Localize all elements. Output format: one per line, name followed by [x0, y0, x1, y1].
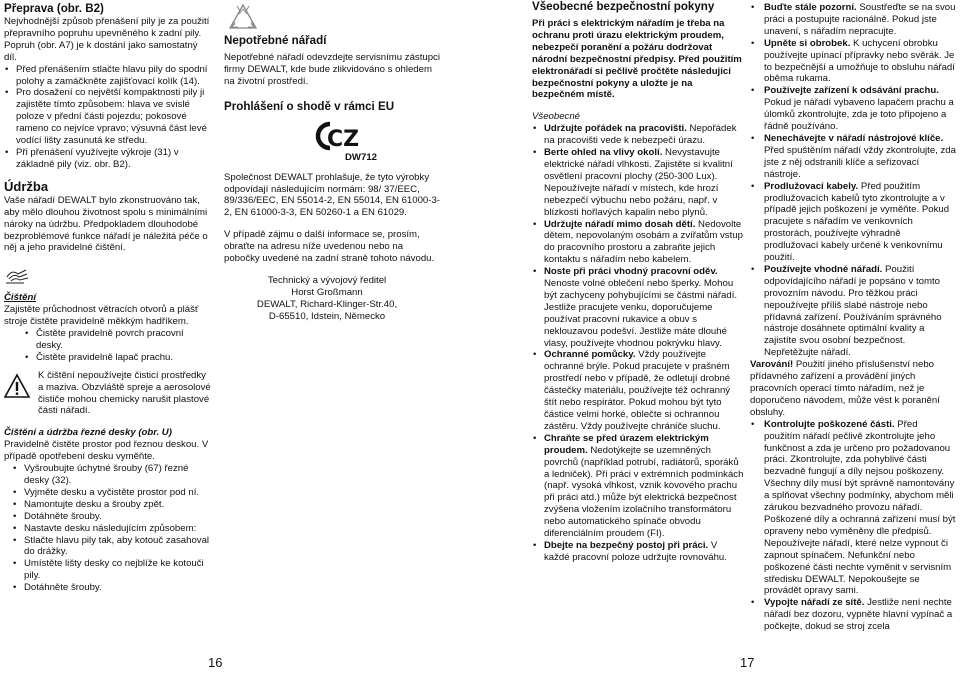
left-column-2 [224, 2, 440, 323]
list-item: • Kontrolujte poškozené části. Před použitím nářadí pečlivě zkontrolujte jeho funkčnost a zda je určeno pro požadovanou práci. Zkontrolujte, zda pohyblivé části bezvadně fungují a díly nejsou poškozeny. Všechny díly musí být správně namontovány a splňovat všechny podmínky, abychom měli zárukou bezvadného provozu nářadí. Poškozené díly a ochranná zařízení musí být opraveny nebo vyměněny dle předpisů. Nepoužívejte nářadí, které nelze vypnout či zapnout spínačem. Nefunkční nebo poškozené části nechte vyměnit v servisním středisku DEWALT. Nepokoušejte se provádět opravy sami. [750, 419, 956, 598]
address-line: Horst Großmann [291, 286, 363, 298]
page-number-right: 17 [740, 655, 755, 670]
declaration-text: Společnost DEWALT prohlašuje, že tyto výrobky odpovídají následujícím normám: 98/ 37/EEC, 89/336/EEC, EN 55014-2, EN 55014, EN 61000-3-2, EN 61000-3-3, EN 50260-1 a EN 61029. [224, 171, 440, 219]
address-line: DEWALT, Richard-Klinger-Str.40, [256, 298, 398, 310]
left-column-1 [4, 2, 211, 594]
table-cleaning-title: Čištění a údržba řezné desky (obr. U) [4, 427, 172, 439]
list-item: • Udržujte pořádek na pracovišti. Nepořádek na pracovišti vede k nebezpečí úrazu. [532, 123, 745, 147]
list-item: • Upněte si obrobek. K uchycení obrobku používejte upínací přípravky nebo svěrák. Je to bezpečnější a umožňuje to obsluhu nářadí oběma rukama. [750, 38, 956, 86]
transport-list [4, 64, 211, 171]
list-item: Varování! Použití jiného příslušenství nebo přídavného zařízení a provádění jiných pracovních operací tímto nářadím, než je doporučeno návodem, může vést k poranění obsluhy. [750, 359, 940, 418]
cleaning-title: Čištění [4, 292, 36, 304]
list-item: • Nastavte desku následujícím způsobem: [12, 523, 211, 535]
safety-title: Všeobecné bezpečnostní pokyny [532, 0, 715, 13]
general-safety-list-continued [750, 2, 956, 633]
list-item: • Používejte vhodné nářadí. Použití odpovídajícího nářadí je popsáno v tomto provozním návodu. Pro těžkou práci nepoužívejte příliš slabé nástroje nebo přídavná zařízení. Používáním správného nástroje dosáhnete optimální kvality a zajistíte svou osobní bezpečnost. Nepřetěžujte nářadí. [750, 264, 956, 359]
list-item: • Čistěte pravidelně lapač prachu. [24, 352, 211, 364]
cleaning-icon [4, 264, 30, 286]
warning-icon [4, 374, 30, 398]
list-item: • Při přenášení využívejte výkroje (31) v základně pily (viz. obr. B2). [4, 147, 211, 171]
model-number: DW712 [345, 151, 377, 163]
list-item: • Berte ohled na vlivy okolí. Nevystavujte elektrické nářadí vlhkosti. Zajistěte si kvalitní osvětlení pracovní plochy (250-300 Lux). Nepoužívejte nářadí v místech, kde hrozí nebezpečí výbuchu nebo požáru, např. v blízkosti hořlavých kapalin nebo plynů. [532, 147, 745, 218]
list-item: • Dotáhněte šrouby. [12, 582, 211, 594]
list-item: • Noste při práci vhodný pracovní oděv. Nenoste volné oblečení nebo šperky. Mohou být zachyceny pohybujícími se částmi nářadí. Jestliže pracujete venku, doporučujeme používat pracovní rukavice a obuv s neklouzavou podešví. Jestliže máte dlouhé vlasy, používejte vhodnou pokrývku hlavy. [532, 266, 745, 349]
cz-conformity-logo [224, 120, 440, 164]
table-cleaning-text: Pravidelně čistěte prostor pod řeznou deskou. V případě opotřebení desku vyměňte. [4, 439, 209, 463]
list-item: • Používejte zařízení k odsávání prachu. Pokud je nářadí vybaveno lapačem prachu a úlomků zkontrolujte, zda je toto připojeno a řádně používáno. [750, 85, 956, 133]
list-item: • Vyšroubujte úchytné šrouby (67) řezné desky (32). [12, 463, 211, 487]
list-item: • Pro dosažení co největší kompaktnosti pily ji zajistěte tímto způsobem: hlava ve svislé poloze v přední části pojezdu; pokosové rameno co nejvíce vpravo; výsuvná část levé vodící lišty zasunutá ke středu. [4, 87, 211, 147]
right-column-2 [750, 2, 956, 633]
list-item: • Dotáhněte šrouby. [12, 511, 211, 523]
declaration-title: Prohlášení o shodě v rámci EU [224, 99, 395, 113]
right-column-1 [532, 2, 745, 564]
address-line: Technický a vývojový ředitel [267, 274, 387, 286]
table-cleaning-list [12, 463, 211, 594]
list-item: • Stlačte hlavu pily tak, aby kotouč zasahoval do drážky. [12, 535, 211, 559]
transport-title: Přeprava (obr. B2) [4, 2, 104, 15]
list-item: • Dbejte na bezpečný postoj při práci. V každé pracovní poloze udržujte rovnováhu. [532, 540, 745, 564]
maintenance-title: Údržba [4, 178, 49, 194]
safety-intro: Při práci s elektrickým nářadím je třeba na ochranu proti úrazu elektrickým proudem, nebezpečí poranění a požáru dodržovat národní bezpečnostní předpisy. Před použitím elektronářadí si pečlivě pročtěte následující bezpečnostní pokyny a uložte je na bezpečném místě. [532, 18, 742, 101]
maintenance-text: Vaše nářadí DEWALT bylo zkonstruováno tak, aby mělo dlouhou životnost spolu s minimálními nároky na údržbu. Předpokladem dlouhodobé bezproblémové funkce nářadí je náležitá péče o něj a jeho pravidelné čištění. [4, 194, 208, 254]
list-item: • Vypojte nářadí ze sítě. Jestliže není nechte nářadí bez dozoru, vypněte hlavní vypínač a počkejte, dokud se stroj zcela [750, 597, 956, 633]
unwanted-tools-text: Nepotřebné nářadí odevzdejte servisnímu zástupci firmy DEWALT, kde bude zlikvidováno s ohledem na životní prostředí. [224, 52, 440, 87]
cleaning-list [24, 328, 211, 364]
cz-logo-text: CZ [327, 126, 360, 152]
list-item: • Umístěte lišty desky co nejblíže ke kotouči pily. [12, 558, 211, 582]
warning-text: K čištění nepoužívejte čisticí prostředky a maziva. Obzvláště spreje a aerosolové čističe mohou chemicky narušit plastové části nářadí. [38, 369, 211, 417]
address-block [224, 275, 440, 323]
general-safety-list [532, 123, 745, 564]
page-number-left: 16 [208, 655, 223, 670]
list-item: • Vyjměte desku a vyčistěte prostor pod ní. [12, 487, 211, 499]
general-subtitle: Všeobecné [532, 111, 581, 123]
address-line: D-65510, Idstein, Německo [268, 310, 386, 322]
unwanted-tools-title: Nepotřebné nářadí [224, 34, 327, 47]
contact-text: V případě zájmu o další informace se, prosím, obraťte na adresu níže uvedenou nebo na pobočky uvedené na zadní straně tohoto návodu. [224, 229, 435, 265]
list-item: • Udržujte nářadí mimo dosah dětí. Nedovolte dětem, nepovolaným osobám a zvířatům vstup do pracovního prostoru a zabraňte jejich kontaktu s nářadím nebo kabelem. [532, 219, 745, 267]
recycling-icon [226, 2, 260, 32]
list-item: • Namontujte desku a šrouby zpět. [12, 499, 211, 511]
warning-block [4, 370, 211, 418]
list-item: • Nenechávejte v nářadí nástrojové klíče. Před spuštěním nářadí vždy zkontrolujte, zda jste z něj odstranili klíče a seřizovací nástroje. [750, 133, 956, 181]
list-item: • Ochranné pomůcky. Vždy používejte ochranné brýle. Pokud pracujete v prašném prostředí nebo v případě, že odletují drobné částečky materiálu, používejte též ochranný štít nebo respirátor. Pokud mohou být tyto částice velmi horké, oblečte si ochrannou zástěru. Vždy používejte chrániče sluchu. [532, 349, 745, 432]
list-item: • Před přenášením stlačte hlavu pily do spodní polohy a zamáčkněte zajišťovací kolík (14). [4, 64, 211, 88]
list-item: • Čistěte pravidelně povrch pracovní desky. [24, 328, 211, 352]
list-item: • Prodlužovací kabely. Před použitím prodlužovacích kabelů tyto zkontrolujte a v případě jejich poškození je vyměňte. Pokud pracujete s nářadím ve venkovních prostorách, používejte výhradně prodlužovací kabely určené k venkovnímu použití. [750, 181, 956, 264]
transport-intro: Nejvhodnější způsob přenášení pily je za použití přepravního popruhu upevněného k zadní pily. Popruh (obr. A7) je k dostání jako samostatný díl. [4, 16, 210, 63]
list-item: • Buďte stále pozorní. Soustřeďte se na svou práci a postupujte racionálně. Pokud jste unavení, s nářadím nepracujte. [750, 2, 956, 38]
cleaning-text: Zajistěte průchodnost větracích otvorů a plášť stroje čistěte pravidelně měkkým hadříkem. [4, 304, 199, 328]
list-item: • Chraňte se před úrazem elektrickým proudem. Nedotýkejte se uzemněných povrchů (například potrubí, radiátorů, sporáků a ledniček). Při práci v extrémních podmínkách (např. vysoká vlhkost, vznik kovového prachu při práci atd.) může být elektrická bezpečnost zvýšena vložením izolačního transformátoru nebo automatického spínače obvodu diferenciálním proudem (FI). [532, 433, 745, 540]
